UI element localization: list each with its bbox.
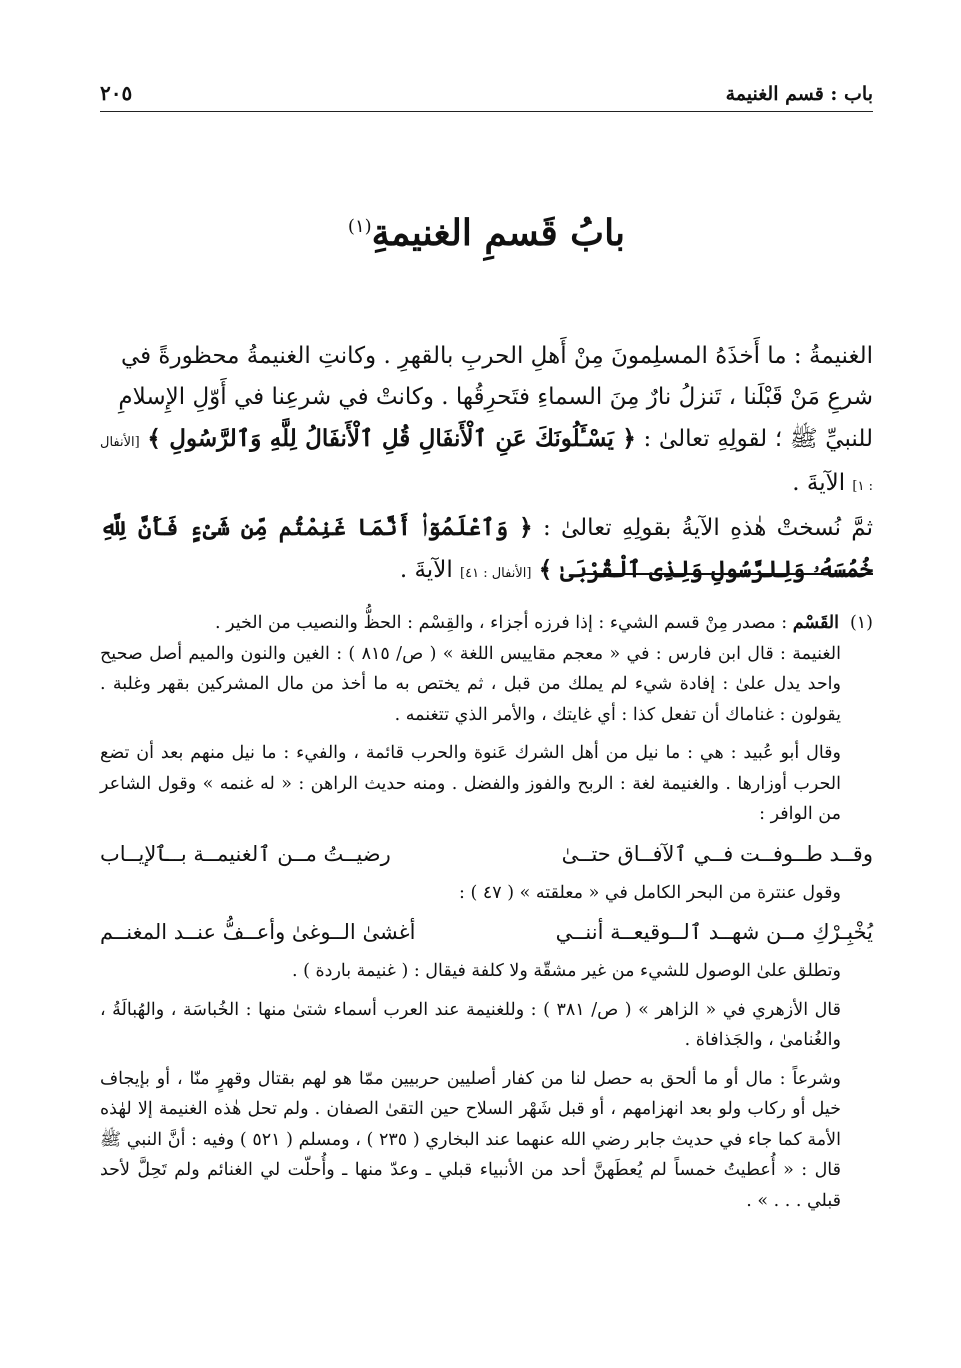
quran-verse-2: ﴿ وَٱعْلَمُوٓا۟ أَنَّمَا غَنِمْتُم مِّن شَىْءٍ فَأَنَّ لِلَّهِ خُمُسَهُۥ وَلِلرَّسُولِ وَلِذِى ٱلْقُرْبَىٰ ﴾ <box>100 514 873 583</box>
body-line-3-post: الآيةَ . <box>792 470 846 496</box>
footnotes <box>100 608 873 1216</box>
verse-2-second-hemistich: أغشىٰ الــوغىٰ وأعــفُّ عنــد المغنــم <box>100 920 416 944</box>
footnote-ghanima-lexical: الغنيمة : قال ابن فارس : في « معجم مقاييس اللغة » ( ص/ ٨١٥ ) : الغين والنون والميم أصل صحيح واحد يدل علىٰ : إفادة شيء لم يملك من قبل ، ثم يختص به ما أخذ من مال المشركين بقهر وغلبة . يقولون : غناماك أن تفعل كذا : أي غايتك ، والأمر الذي تتغنمه . <box>100 643 842 725</box>
verse-1-first-hemistich: وقــد طــوفــت فــي ٱلآفــاق حتــىٰ <box>561 841 873 866</box>
body-line-1-text: الغنيمةُ : ما أَخذَهُ المسلِمونَ مِنْ أَهلِ الحربِ بالقهرِ . وكانتِ الغنيمةُ محظورةً في <box>120 343 873 369</box>
main-text <box>100 336 873 594</box>
chapter-title <box>100 212 873 254</box>
body-line-2 <box>100 377 873 418</box>
footnote-number: (١) <box>849 613 873 633</box>
verse-1-second-hemistich: رضيــتُ مــن ٱلغنيمــة بــٱلإيــاب <box>100 841 391 866</box>
poetry-verse-2 <box>100 914 873 950</box>
footnote-qasm <box>100 608 873 639</box>
body-line-4-pre: ثمَّ نُسختْ هٰذهِ الآيةُ بقولِهِ تعالىٰ : <box>542 515 873 541</box>
body-line-4-post: الآيةَ . <box>399 557 453 583</box>
footnote-sharia-definition: وشرعاً : مال أو ما ألحق به حصل لنا من كفار أصليين حربيين ممّا هو لهم بقتال وقهرٍ منّا ، أو بإيجاف خيل أو ركاب ولو بعد انهزامهم ، أو قبل شَهْر السلاح حين التقىٰ الصفان . ولم تحل هٰذه الغنيمة إلا لهٰذه الأمة كما جاء في حديث جابر رضي الله عنهما عند البخاري ( ٢٣٥ ) ، ومسلم ( ٥٢١ ) وفيه : أنَّ النبي ﷺ قال : « أُعطيتُ خمساً لم يُعطَهنَّ أحد من الأنبياء قبلي ـ وعدّ منها ـ وأُحلّت لي الغنائم ولم تَحِلَّ لأحد قبلي . . . » . <box>100 1068 841 1211</box>
qasm-term: القَسْم <box>792 613 839 633</box>
qasm-definition: : مصدر مِنْ قسم الشيء : إذا فرزه أجزاء ، والقِسْم : الحظُّ والنصيب من الخير . <box>214 613 788 633</box>
footnote-separator <box>585 573 873 575</box>
footnote-abu-ubaid: وقال أبو عُبيد : هي : ما نيل من أهل الشرك عَنوة والحرب قائمة ، والفيء : ما نيل منهم بعد أن تضع الحرب أوزارها . والغنيمة لغة : الربح والفوز والفضل . ومنه حديث الراهن : « له غنمه » وقول الشاعر من الوافر : <box>100 743 841 824</box>
running-header <box>100 72 873 112</box>
footnote-free-meaning: وتطلق علىٰ الوصول للشيء من غير مشقّة ولا كلفة فيقال : ( غنيمة باردة ) . <box>291 961 841 981</box>
quran-verse-1: ﴿ يَسْـَٔلُونَكَ عَنِ ٱلْأَنفَالِ قُلِ ٱلْأَنفَالُ لِلَّهِ وَٱلرَّسُولِ ﴾ <box>147 425 636 452</box>
chapter-title-text: بابُ قَسمِ الغنيمةِ <box>371 212 626 254</box>
quran-citation-1: [الأنفال : ١] <box>100 435 873 494</box>
header-chapter-title: باب : قسم الغنيمة <box>725 83 873 105</box>
body-line-4 <box>100 507 873 594</box>
footnote-antara-intro: وقول عنترة من البحر الكامل في « معلقته » ( ٤٧ ) : <box>459 882 841 903</box>
page-number: ٢٠٥ <box>100 81 133 105</box>
body-line-1 <box>100 336 873 377</box>
body-line-3-pre: للنبيِّ ﷺ ؛ لقولِهِ تعالىٰ : <box>643 426 873 452</box>
quran-citation-2: [الأنفال : ٤١] <box>460 566 532 581</box>
body-line-2-text: شرعِ مَنْ قَبْلَنا ، تَنزلُ نارٌ مِنَ السماءِ فتَحرِقُها . وكانتْ في شرعِنا في أَوّلِ الإِسلامِ <box>118 384 873 410</box>
poetry-verse-1 <box>100 836 873 872</box>
footnote-azhari: قال الأزهري في « الزاهر » ( ص/ ٣٨١ ) : وللغنيمة عند العرب أسماء شتىٰ منها : الخُباسَة ، والهُبالَةُ ، والغُنامىٰ ، والجَذافاة . <box>100 999 841 1050</box>
title-footnote-mark: (١) <box>347 216 372 237</box>
body-line-3 <box>100 418 873 507</box>
verse-2-first-hemistich: يُخْبِـرْكِ مــن شهــد ٱلــوقيعــة أننــي <box>555 920 873 944</box>
